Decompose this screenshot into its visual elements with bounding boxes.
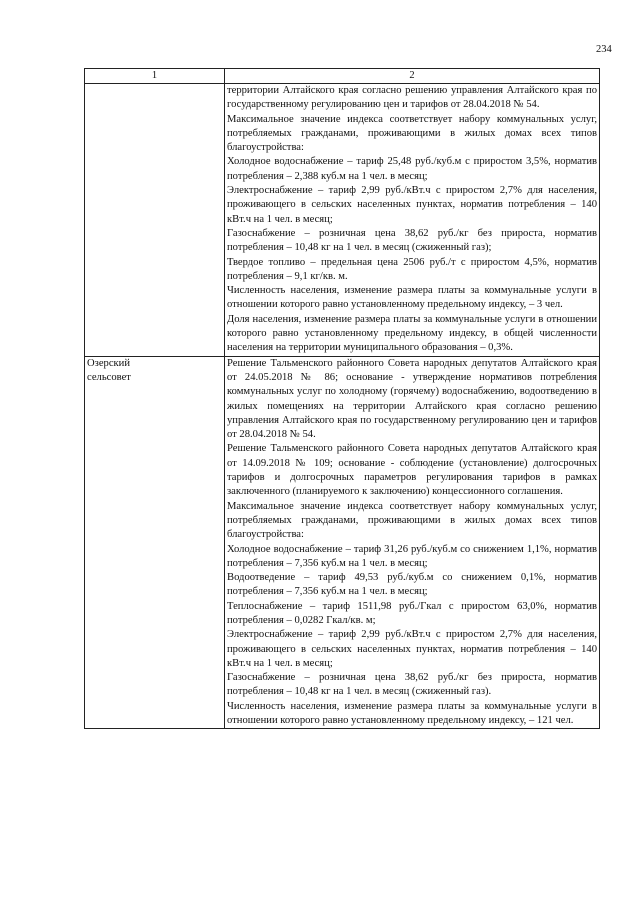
header-col-2: 2 (225, 69, 600, 84)
paragraph: Холодное водоснабжение – тариф 25,48 руб./куб.м с приростом 3,5%, норматив потребления – 2,388 куб.м на 1 чел. в месяц; (227, 156, 597, 182)
paragraph: Теплоснабжение – тариф 1511,98 руб./Гкал с приростом 63,0%, норматив потребления – 0,0282 Гкал/кв. м; (227, 600, 597, 626)
details-cell (225, 84, 600, 357)
page-number: 234 (596, 44, 612, 55)
table-row (85, 84, 600, 357)
table-row (85, 356, 600, 729)
paragraph: Холодное водоснабжение – тариф 31,26 руб./куб.м со снижением 1,1%, норматив потребления – 7,356 куб.м на 1 чел. в месяц; (227, 543, 597, 569)
paragraph: Газоснабжение – розничная цена 38,62 руб./кг без прироста, норматив потребления – 10,48 кг на 1 чел. в месяц (сжиженный газ). (227, 672, 597, 698)
document-table (84, 68, 600, 729)
municipality-cell (85, 356, 225, 729)
paragraph: Решение Тальменского районного Совета народных депутатов Алтайского края от 24.05.2018 № 86; основание - утверждение нормативов потребления коммунальных услуг по холодному (горячему) водоснабжению, водоотведению в жилых помещениях на территории Алтайского края согласно решению управления Алтайского края по государственному регулированию цен и тарифов от 28.04.2018 № 54. (227, 357, 597, 441)
paragraph: Газоснабжение – розничная цена 38,62 руб./кг без прироста, норматив потребления – 10,48 кг на 1 чел. в месяц (сжиженный газ); (227, 227, 597, 254)
municipality-name-line: сельсовет (87, 371, 131, 383)
details-cell (225, 356, 600, 729)
table-header-row (85, 69, 600, 84)
paragraph: Максимальное значение индекса соответствует набору коммунальных услуг, потребляемых гражданами, проживающими в жилых домах всех типов благоустройства: (227, 113, 597, 154)
municipality-cell (85, 84, 225, 357)
paragraph: Доля населения, изменение размера платы за коммунальные услуги в отношении которого равно установленному предельному индексу, в общей численности населения на территории муниципального образования – 0,3%. (227, 313, 597, 354)
paragraph: территории Алтайского края согласно решению управления Алтайского края по государственному регулированию цен и тарифов от 28.04.2018 № 54. (227, 85, 597, 111)
paragraph: Численность населения, изменение размера платы за коммунальные услуги в отношении которого равно установленному предельному индексу, – 121 чел. (227, 700, 597, 727)
municipality-name-line: Озерский (87, 357, 131, 369)
paragraph: Максимальное значение индекса соответствует набору коммунальных услуг, потребляемых гражданами, проживающими в жилых домах всех типов благоустройства: (227, 500, 597, 541)
header-col-1: 1 (85, 69, 225, 84)
paragraph: Твердое топливо – предельная цена 2506 руб./т с приростом 4,5%, норматив потребления – 9,1 кг/кв. м. (227, 256, 597, 282)
paragraph: Электроснабжение – тариф 2,99 руб./кВт.ч с приростом 2,7% для населения, проживающего в сельских населенных пунктах, норматив потребления – 140 кВт.ч на 1 чел. в месяц; (227, 185, 597, 225)
paragraph: Решение Тальменского районного Совета народных депутатов Алтайского края от 14.09.2018 № 109; основание - соблюдение (установление) долгосрочных тарифов и долгосрочных параметров регулирования тарифов в рамках заключенного (планируемого к заключению) концессионного соглашения. (227, 443, 597, 498)
paragraph: Водоотведение – тариф 49,53 руб./куб.м со снижением 0,1%, норматив потребления – 7,356 куб.м на 1 чел. в месяц; (227, 572, 597, 598)
paragraph: Электроснабжение – тариф 2,99 руб./кВт.ч с приростом 2,7% для населения, проживающего в сельских населенных пунктах, норматив потребления – 140 кВт.ч на 1 чел. в месяц; (227, 629, 597, 669)
paragraph: Численность населения, изменение размера платы за коммунальные услуги в отношении которого равно установленному предельному индексу, – 3 чел. (227, 285, 597, 311)
